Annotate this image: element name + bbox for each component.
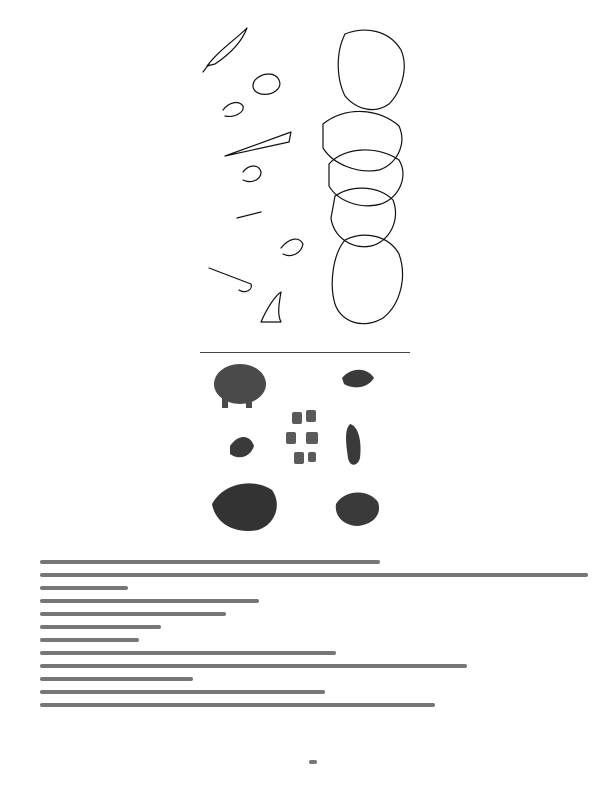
- nose-sketches: [203, 28, 303, 322]
- character-silhouettes: [323, 30, 404, 324]
- divider: [200, 352, 410, 353]
- animals-illustration: [210, 354, 400, 546]
- animal-pictures: [212, 364, 379, 531]
- page-number: [309, 760, 317, 764]
- noses-illustration: [195, 14, 420, 349]
- puzzle-pieces: [286, 410, 318, 464]
- lesson-text: [40, 560, 588, 716]
